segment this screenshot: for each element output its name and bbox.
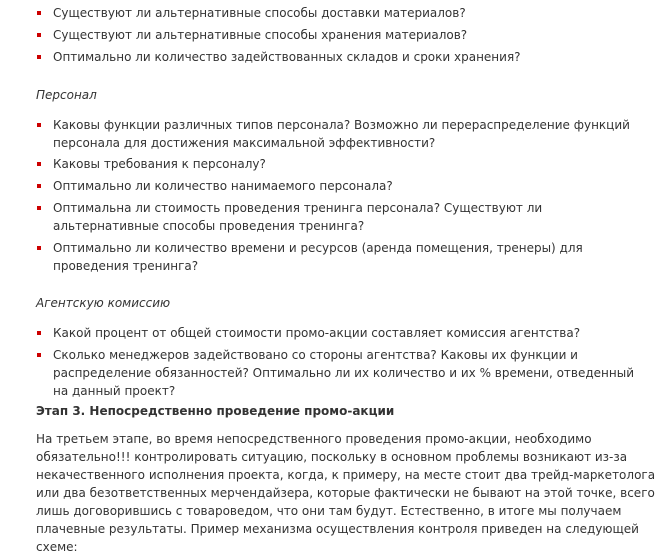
- list-item: Оптимально ли количество задействованных складов и сроки хранения?: [0, 48, 640, 66]
- bullet-icon: [37, 184, 41, 188]
- list-item: Существуют ли альтернативные способы хранения материалов?: [0, 26, 640, 44]
- list-item: Каковы функции различных типов персонала? Возможно ли перераспределение функций персонала для достижения максимальной эффективности?: [0, 116, 640, 152]
- bullet-icon: [37, 55, 41, 59]
- bullet-icon: [37, 33, 41, 37]
- list-item: Сколько менеджеров задействовано со стороны агентства? Каковы их функции и распределение обязанностей? Оптимально ли их количество и их % времени, отведенный на данный проект?: [0, 346, 640, 400]
- list-item: Каковы требования к персоналу?: [0, 155, 640, 173]
- bullet-icon: [37, 206, 41, 210]
- list-item: Оптимально ли количество нанимаемого персонала?: [0, 177, 640, 195]
- materials-list: [0, 4, 640, 66]
- stage-paragraph: На третьем этапе, во время непосредственного проведения промо-акции, необходимо обязательно!!! контролировать ситуацию, поскольку в основном проблемы возникают из-за некачественного исполнения проекта, когда, к примеру, на месте стоит два трейд-маркетолога или два безответственных мерчендайзера, которые фактически не бывают на этой точке, всего лишь договорившись с товароведом, что они там будут. Естественно, в итоге мы получаем плачевные результаты. Пример механизма осуществления контроля приведен на следующей схеме:: [36, 432, 656, 554]
- personnel-list: [0, 116, 640, 275]
- list-item: Оптимально ли количество времени и ресурсов (аренда помещения, тренеры) для проведения тренинга?: [0, 239, 640, 275]
- bullet-icon: [37, 162, 41, 166]
- agency-list: [0, 324, 640, 400]
- list-item: Оптимальна ли стоимость проведения тренинга персонала? Существуют ли альтернативные способы проведения тренинга?: [0, 199, 640, 235]
- bullet-icon: [37, 353, 41, 357]
- list-item: Существуют ли альтернативные способы доставки материалов?: [0, 4, 640, 22]
- bullet-icon: [37, 123, 41, 127]
- list-item: Какой процент от общей стоимости промо-акции составляет комиссия агентства?: [0, 324, 640, 342]
- section-heading-personnel: Персонал: [36, 88, 97, 102]
- stage-heading: Этап 3. Непосредственно проведение промо-акции: [36, 404, 395, 418]
- bullet-icon: [37, 11, 41, 15]
- bullet-icon: [37, 331, 41, 335]
- bullet-icon: [37, 246, 41, 250]
- section-heading-agency: Агентскую комиссию: [36, 296, 171, 310]
